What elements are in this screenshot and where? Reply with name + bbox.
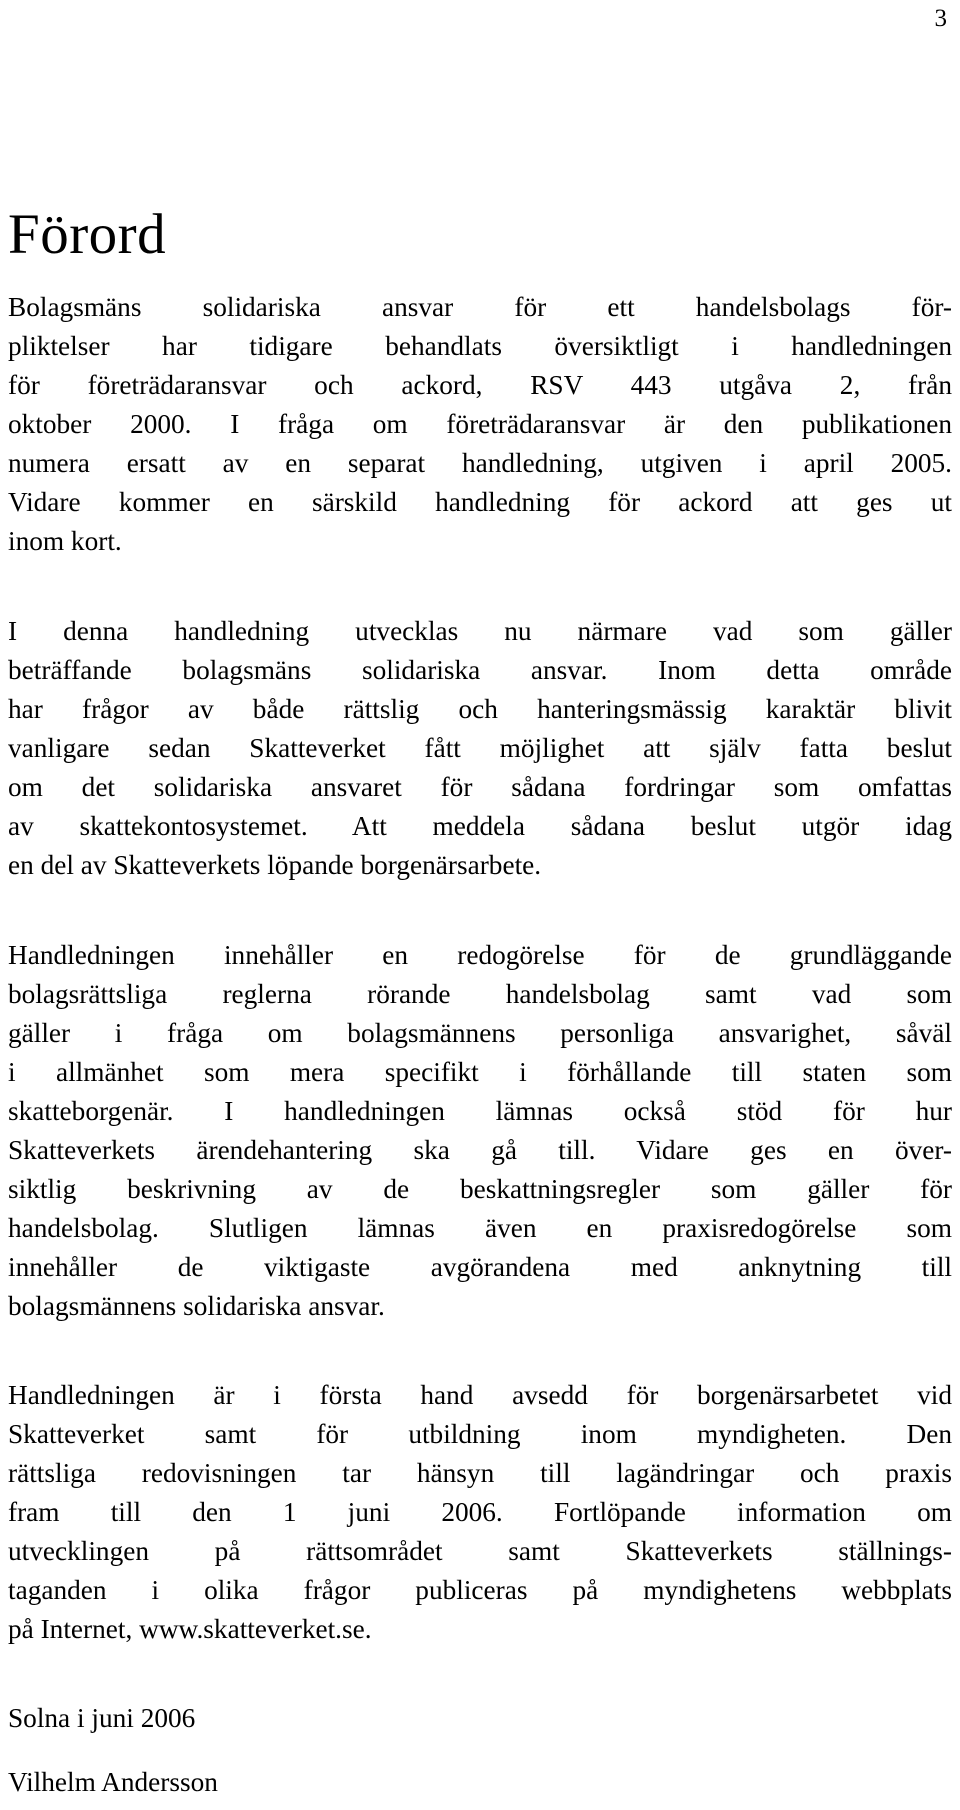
paragraph-line: utvecklingen på rättsområdet samt Skatteverkets ställnings- — [8, 1536, 952, 1566]
paragraph-line: Handledningen innehåller en redogörelse för de grundläggande — [8, 940, 952, 970]
paragraph-line: handelsbolag. Slutligen lämnas även en praxisredogörelse som — [8, 1213, 952, 1243]
paragraph-line: bolagsmännens solidariska ansvar. — [8, 1291, 385, 1321]
page-title: Förord — [8, 203, 167, 266]
paragraph-line: gäller i fråga om bolagsmännens personliga ansvarighet, såväl — [8, 1018, 952, 1048]
signoff-place-date: Solna i juni 2006 — [8, 1703, 196, 1733]
paragraph-line: siktlig beskrivning av de beskattningsregler som gäller för — [8, 1174, 952, 1204]
paragraph-line: av skattekontosystemet. Att meddela sådana beslut utgör idag — [8, 811, 952, 841]
paragraph-line: skatteborgenär. I handledningen lämnas också stöd för hur — [8, 1096, 952, 1126]
paragraph-line: om det solidariska ansvaret för sådana fordringar som omfattas — [8, 772, 952, 802]
paragraph-line: Skatteverket samt för utbildning inom myndigheten. Den — [8, 1419, 952, 1449]
paragraph-line: numera ersatt av en separat handledning, utgiven i april 2005. — [8, 448, 952, 478]
paragraph-line: I denna handledning utvecklas nu närmare vad som gäller — [8, 616, 952, 646]
page-number: 3 — [934, 5, 947, 32]
paragraph-line: Vidare kommer en särskild handledning för ackord att ges ut — [8, 487, 952, 517]
paragraph-line: i allmänhet som mera specifikt i förhållande till staten som — [8, 1057, 952, 1087]
paragraph-line: beträffande bolagsmäns solidariska ansvar. Inom detta område — [8, 655, 952, 685]
paragraph-line: Skatteverkets ärendehantering ska gå till. Vidare ges en över- — [8, 1135, 952, 1165]
paragraph-line: oktober 2000. I fråga om företrädaransvar är den publikationen — [8, 409, 952, 439]
paragraph-line: fram till den 1 juni 2006. Fortlöpande information om — [8, 1497, 952, 1527]
paragraph-line: taganden i olika frågor publiceras på myndighetens webbplats — [8, 1575, 952, 1605]
paragraph-line: för företrädaransvar och ackord, RSV 443 utgåva 2, från — [8, 370, 952, 400]
paragraph-line: innehåller de viktigaste avgörandena med anknytning till — [8, 1252, 952, 1282]
paragraph-line: en del av Skatteverkets löpande borgenärsarbete. — [8, 850, 542, 880]
paragraph-line: vanligare sedan Skatteverket fått möjlighet att själv fatta beslut — [8, 733, 952, 763]
paragraph-line: bolagsrättsliga reglerna rörande handelsbolag samt vad som — [8, 979, 952, 1009]
paragraph-line: rättsliga redovisningen tar hänsyn till lagändringar och praxis — [8, 1458, 952, 1488]
paragraph-line: på Internet, www.skatteverket.se. — [8, 1614, 372, 1644]
paragraph-line: pliktelser har tidigare behandlats översiktligt i handledningen — [8, 331, 952, 361]
paragraph-line: Handledningen är i första hand avsedd för borgenärsarbetet vid — [8, 1380, 952, 1410]
paragraph-line: Bolagsmäns solidariska ansvar för ett handelsbolags för- — [8, 292, 952, 322]
paragraph-line: inom kort. — [8, 526, 122, 556]
paragraph-line: har frågor av både rättslig och hanteringsmässig karaktär blivit — [8, 694, 952, 724]
signoff-name: Vilhelm Andersson — [8, 1767, 218, 1797]
